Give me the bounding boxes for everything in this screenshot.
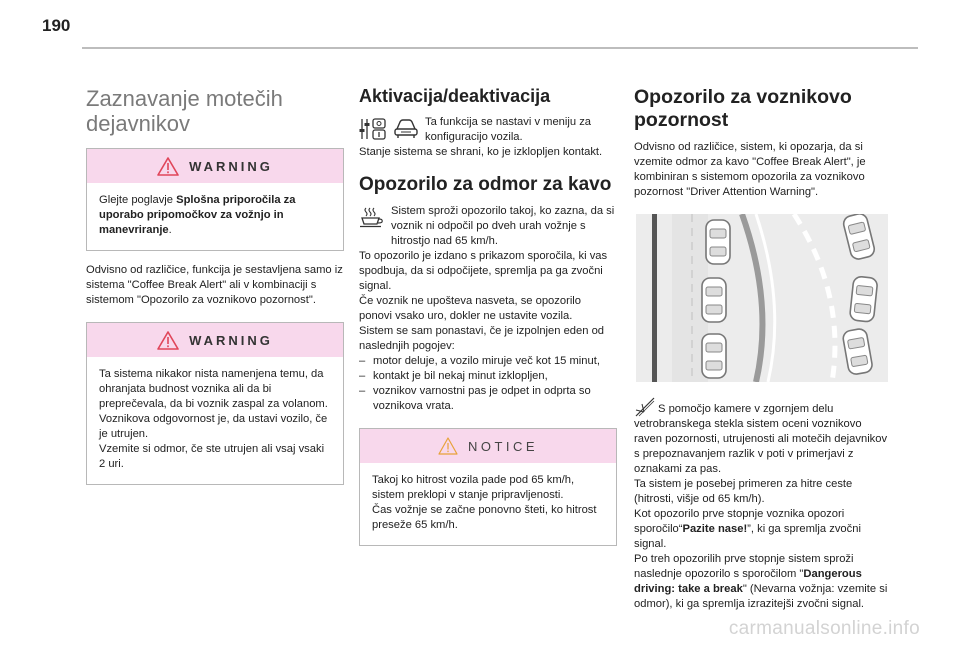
warning-box: [86, 322, 344, 485]
section-title: Zaznavanje motečih dejavnikov: [86, 86, 283, 136]
conditions-list: [359, 354, 617, 414]
intro-paragraph: Odvisno od različice, funkcija je sestavljena samo iz sistema "Coffee Break Alert" ali v kombinaciji s sistemom "Opozorilo za voznikovo pozornost".: [86, 264, 343, 306]
coffee-row: [359, 204, 617, 249]
coffee-cup-icon: [359, 206, 385, 228]
coffee-text: To opozorilo je izdano s prikazom sporočila, ki vas spodbuja, da si odpočijete, spremlja pa ga zvočni signal. Če voznik ne upošteva nasveta, se opozorilo ponovi vsako uro, dokler ne ustavite vozila. Sistem se sam ponastavi, če je izpolnjen eden od naslednjih pogojev:: [359, 250, 608, 352]
car-top-view-icon: [849, 276, 877, 322]
column-1: [86, 66, 344, 497]
heading-activation: Aktivacija/deaktivacija: [359, 86, 551, 106]
heading-coffee-break: Opozorilo za odmor za kavo: [359, 174, 612, 195]
coffee-intro: Sistem sproži opozorilo takoj, ko zazna, da si voznik ni odpočil po dveh urah vožnje s hitrostjo nad 65 km/h.: [391, 205, 615, 247]
car-top-view-icon: [702, 334, 726, 378]
header-rule: [82, 47, 918, 49]
warning-text: Ta sistema nikakor nista namenjena temu, da ohranjata budnost voznika ali da bi preprečevala, da bi voznik zaspal za volanom. Voznikova odgovornost je, da ustavi vozilo, če je utrujen. Vzemite si odmor, če ste utrujen ali vsaj vsaki 2 uri.: [99, 368, 328, 470]
warning-triangle-icon: [157, 157, 179, 176]
list-item: – kontakt je bil nekaj minut izklopljen,: [359, 370, 548, 382]
column-3: [634, 66, 892, 612]
warning-triangle-icon: [157, 331, 179, 350]
lane-drift-illustration: [636, 214, 888, 382]
camera-description: S pomočjo kamere v zgornjem delu vetrobranskega stekla sistem oceni voznikovo raven pozornosti, utrujenosti ali motečih dejavnikov s prepoznavanjem razlik v poti v primerjavi z oznakami za pas. Ta sistem je posebej primeren za hitre ceste (hitrosti, višje od 65 km/h).: [634, 403, 888, 505]
notice-label: NOTICE: [467, 438, 539, 454]
list-item: – motor deluje, a vozilo miruje več kot 15 minut,: [359, 355, 600, 367]
warning-header: [87, 323, 343, 357]
notice-triangle-icon: [438, 437, 458, 455]
warning-label: WARNING: [189, 158, 273, 174]
activation-text-2: Stanje sistema se shrani, ko je izklopljen kontakt.: [359, 146, 603, 158]
warning-box: [86, 148, 344, 251]
activation-text: Ta funkcija se nastavi v meniju za konfiguracijo vozila.: [425, 116, 592, 143]
car-top-view-icon: [706, 220, 730, 264]
column-2: [359, 66, 617, 558]
vehicle-settings-icon: [359, 117, 387, 141]
warning-label: WARNING: [189, 332, 273, 348]
driver-attention-intro: Odvisno od različice, sistem, ki opozarja, da si vzemite odmor za kavo "Coffee Break Alert", je kombiniran s sistemom opozorila za voznikovo pozornost "Driver Attention Warning".: [634, 141, 866, 198]
notice-box: [359, 428, 617, 546]
car-icon: [393, 117, 419, 139]
first-level-message: Kot opozorilo prve stopnje voznika opozori sporočilo“Pazite nase!”, ki ga spremlja zvočni signal.: [634, 508, 861, 550]
warning-header: [87, 149, 343, 183]
notice-header: [360, 429, 616, 463]
second-level-message: Po treh opozorilih prve stopnje sistem sproži naslednje opozorilo s sporočilom "Dangerous driving: take a break" (Nevarna vožnja: vzemite si odmor), ki ga spremlja izrazitejši zvočni signal.: [634, 553, 888, 610]
watermark: carmanualsonline.info: [728, 618, 920, 639]
warning-text: Glejte poglavje Splošna priporočila za uporabo pripomočkov za vožnjo in manevriranje.: [99, 194, 296, 236]
heading-driver-attention: Opozorilo za voznikovo pozornost: [634, 86, 852, 131]
notice-text: Takoj ko hitrost vozila pade pod 65 km/h, sistem preklopi v stanje pripravljenosti. Čas vožnje se začne ponovno šteti, ko hitrost preseže 65 km/h.: [372, 474, 597, 531]
activation-row: [359, 115, 617, 145]
car-top-view-icon: [702, 278, 726, 322]
page-number: 190: [42, 16, 71, 35]
list-item: – voznikov varnostni pas je odpet in odprta so voznikova vrata.: [359, 385, 591, 412]
windshield-camera-icon: [634, 396, 656, 418]
